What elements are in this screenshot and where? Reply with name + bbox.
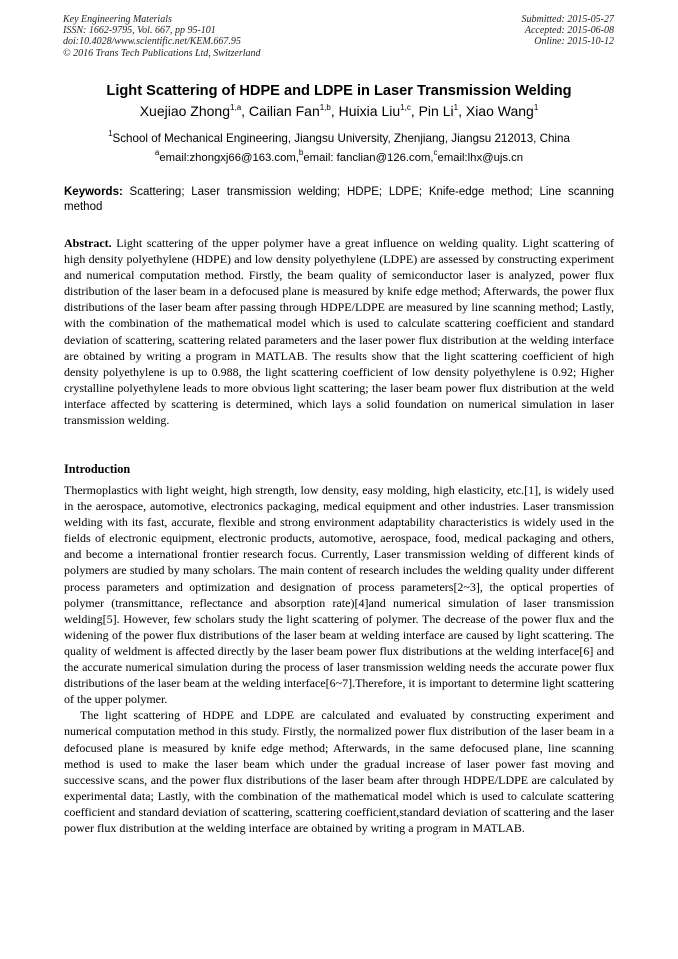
author-superscript: 1 (533, 103, 539, 112)
author-superscript: 1,b (319, 103, 331, 112)
body-paragraph: Thermoplastics with light weight, high strength, low density, easy molding, high elasticity, etc.[1], is widely used in the aerospace, automotive, electronics packaging, medical equipment and other industries. Laser transmission welding with its fast, accurate, flexible and strong environment adaptability characteristics is widely used in the fields of electronic equipment, electronic products, automotive, aerospace, food, medical packaging and others, and become a international frontier research focus. Currently, Laser transmission welding of different kinds of polymers are studied by many scholars. The main content of research includes the welding quality under different process parameters and optimization and designation of process parameters[2~3], the optical properties of polymer (transmittance, reflectance and absorption rate)[4]and numerical simulation of laser transmission welding[5]. However, few scholars study the light scattering of polymer. The decrease of the power flux and the widening of the power flux distributions of the laser beam at welding interface are caused by light scattering. The quality of weldment is affected directly by the laser beam power flux distributions at the welding interface[6] and the accurate numerical simulation during the process of laser transmission welding needs the accurate power flux distributions of the laser beam at the welding interface[6~7].Therefore, it is important to determine light scattering of the upper polymer. (64, 483, 614, 707)
email-link[interactable]: email:lhx@ujs.cn (437, 152, 524, 164)
keywords-text: Scattering; Laser transmission welding; HDPE; LDPE; Knife-edge method; Line scanning method (64, 186, 614, 213)
email-link[interactable]: email: fanclian@126.com, (303, 152, 434, 164)
submitted-date: Submitted: 2015-05-27 (521, 14, 614, 25)
author-list: Xuejiao Zhong$^{1,a}$, Cailian Fan$^{1,b}$, Huixia Liu$^{1,c}$, Pin Li$^1$, Xiao Wang$^1$ (139, 103, 539, 119)
affiliation-text: School of Mechanical Engineering, Jiangsu University, Zhenjiang, Jiangsu 212013, China (112, 132, 570, 145)
introduction-body (64, 482, 614, 836)
email-list (30, 148, 648, 164)
abstract-text: Light scattering of the upper polymer have a great influence on welding quality. Light scattering of high density polyethylene (HDPE) and low density polyethylene (LDPE) are assessed by constructing experiment and numerical computation method. Firstly, the beam quality of semiconductor laser is analyzed, power flux distribution of the laser beam in a defocused plane is measured by knife edge method; Afterwards, the power flux distributions of the laser beam after passing through HDPE/LDPE are measured by line scanning method; Lastly, with the combination of the mathematical model which is used to calculate scattering coefficient and standard deviation of scattering, scattering related parameters and the laser power flux distribution at the welding interface are obtained by writing a program in MATLAB. The results show that the light scattering coefficient of high density polyethylene is up to 0.988, the light scattering coefficient of low density polyethylene is 0.92; Higher crystalline polyethylene leads to more obvious light scattering; the laser beam power flux distribution at the weld interface affected by scattering is determined, which lays a solid foundation on numerical simulation in laser transmission welding. (64, 236, 615, 428)
journal-header (63, 14, 261, 59)
author-name: Huixia Liu (338, 103, 401, 119)
copyright-line: © 2016 Trans Tech Publications Ltd, Switzerland (63, 47, 261, 59)
section-heading-introduction: Introduction (64, 462, 131, 476)
abstract-label: Abstract. (64, 236, 112, 250)
doi-line: doi:10.4028/www.scientific.net/KEM.667.95 (63, 36, 241, 48)
online-date: Online: 2015-10-12 (534, 36, 614, 48)
accepted-date: Accepted: 2015-06-08 (524, 25, 614, 37)
author-superscript: 1,c (400, 103, 411, 112)
email-superscript: a (154, 148, 160, 157)
journal-name: Key Engineering Materials (63, 14, 172, 25)
email-superscript: b (298, 148, 304, 157)
body-paragraph: The light scattering of HDPE and LDPE are calculated and evaluated by constructing experiment and numerical computation method in this study. Firstly, the normalized power flux distribution of the laser beam in a defocused plane is measured by knife edge method; Afterwards, in the same defocused plane, line scanning method is used to make the laser beam which under the gradual increase of laser power fast moving and successive scans, and the power flux distributions of the laser beam after through HDPE/LDPE are calculated by experimental data; Lastly, with the combination of the mathematical model which is used to calculate scattering coefficient and standard deviation of scattering, scattering coefficient,standard deviation of scattering and the laser power flux distribution at the welding interface are obtained by writing a program in MATLAB. (64, 708, 614, 835)
issn-line: ISSN: 1662-9795, Vol. 667, pp 95-101 (63, 25, 216, 37)
affiliation (30, 129, 648, 145)
abstract-block (64, 235, 614, 428)
email-link[interactable]: email:zhongxj66@163.com, (159, 152, 299, 164)
author-name: Pin Li (418, 103, 454, 119)
keywords-block (64, 185, 614, 215)
paper-title: Light Scattering of HDPE and LDPE in Laser Transmission Welding (106, 83, 572, 99)
author-name: Xiao Wang (465, 103, 534, 119)
author-name: Cailian Fan (248, 103, 320, 119)
author-superscript: 1 (453, 103, 459, 112)
keywords-label: Keywords: (64, 186, 123, 198)
email-superscript: c (433, 148, 438, 157)
dates-header (522, 14, 615, 48)
author-name: Xuejiao Zhong (139, 103, 231, 119)
affiliation-superscript: 1 (108, 129, 113, 138)
author-superscript: 1,a (230, 103, 242, 112)
